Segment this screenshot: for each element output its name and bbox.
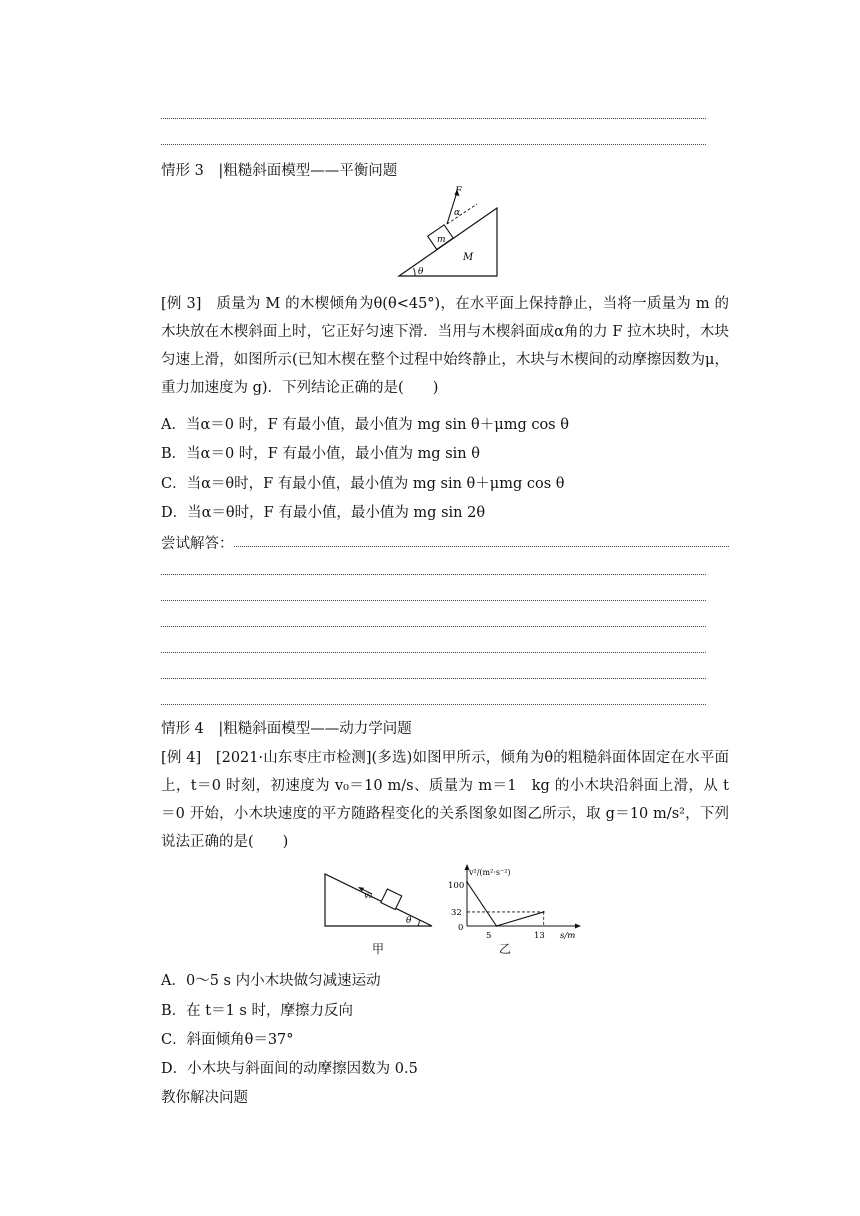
answer-line (161, 600, 706, 601)
figure-yi-caption: 乙 (499, 942, 512, 956)
option-d: D．小木块与斜面间的动摩擦因数为 0.5 (161, 1061, 418, 1077)
answer-line (161, 626, 706, 627)
answer-line (161, 704, 706, 705)
option-a: A．当α＝0 时，F 有最小值，最小值为 mg sin θ＋μmg cos θ (161, 417, 569, 433)
block-mass-label: m (437, 235, 446, 245)
y-tick-100: 100 (448, 881, 465, 891)
option-b: B．当α＝0 时，F 有最小值，最小值为 mg sin θ (161, 446, 480, 462)
option-a: A．0～5 s 内小木块做匀减速运动 (161, 973, 381, 989)
wedge-mass-label: M (463, 252, 474, 263)
option-c: C．斜面倾角θ＝37° (161, 1032, 294, 1048)
answer-line (161, 678, 706, 679)
answer-line (161, 574, 706, 575)
wedge-figure (395, 184, 505, 280)
figure-jia-caption: 甲 (372, 942, 385, 956)
answer-line (161, 144, 706, 145)
v2-s-chart (445, 862, 605, 942)
answer-line (234, 546, 729, 547)
y-tick-0: 0 (458, 923, 464, 933)
theta-label: θ (418, 267, 424, 277)
section-3-heading: 情形 3 |粗糙斜面模型——平衡问题 (161, 163, 398, 179)
v0-label: v₀ (364, 891, 373, 901)
data-point (466, 881, 468, 883)
example-3-text: [例 3] 质量为 M 的木楔倾角为θ(θ<45°)，在水平面上保持静止，当将一质量为 m 的木块放在木楔斜面上时，它正好匀速下滑．当用与木楔斜面成α角的力 F 拉木块时，木块匀速上滑，如图所示(已知木楔在整个过程中始终静止，木块与木楔间的动摩擦因数为μ，重力加速度为 g)．下列结论正确的是( ) (161, 296, 729, 396)
answer-line (161, 118, 706, 119)
data-point (543, 911, 545, 913)
data-point (496, 925, 498, 927)
option-c: C．当α＝θ时，F 有最小值，最小值为 mg sin θ＋μmg cos θ (161, 476, 565, 492)
option-d: D．当α＝θ时，F 有最小值，最小值为 mg sin 2θ (161, 505, 486, 521)
y-tick-32: 32 (451, 908, 462, 918)
incline-figure (322, 870, 437, 930)
alpha-label: α (454, 208, 461, 218)
x-tick-5: 5 (486, 931, 492, 941)
x-tick-13: 13 (534, 931, 545, 941)
series-line (467, 882, 544, 926)
section-4-heading: 情形 4 |粗糙斜面模型——动力学问题 (161, 721, 412, 737)
chart-xlabel: s/m (560, 931, 576, 941)
answer-line (161, 652, 706, 653)
footer-text: 教你解决问题 (161, 1090, 248, 1106)
force-label: F (455, 186, 462, 197)
option-b: B．在 t＝1 s 时，摩擦力反向 (161, 1003, 353, 1019)
chart-ylabel: v²/(m²·s⁻²) (469, 868, 511, 877)
incline-theta-label: θ (406, 916, 412, 926)
answer-label: 尝试解答： (161, 536, 234, 552)
example-4-text: [例 4] [2021·山东枣庄市检测](多选)如图甲所示，倾角为θ的粗糙斜面体固定在水平面上，t＝0 时刻，初速度为 v₀＝10 m/s、质量为 m＝1 kg 的小木块沿斜面上滑，从 t＝0 开始，小木块速度的平方随路程变化的关系图象如图乙所示，取 g＝10 m/s²，下列说法正确的是( ) (161, 750, 729, 850)
